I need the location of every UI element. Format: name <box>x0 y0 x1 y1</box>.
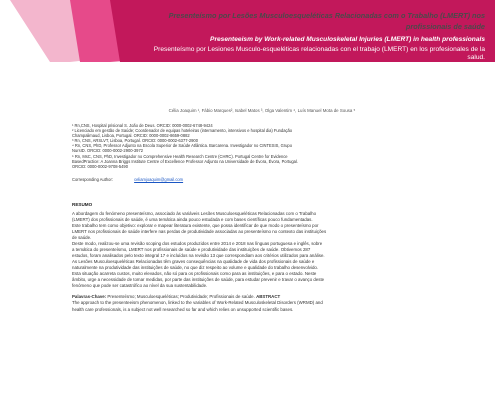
affiliation-line: ¹ Rn,CNS, Hospital prisional S. João de Deus. ORCID: 0000-0002-6748-9424 <box>72 123 213 128</box>
resumo-line: estudos, foram analisados pelo texto integral 17 e incluídos na revisão 13 que correspondiam aos critérios utilizados para análise. <box>72 253 325 259</box>
keywords-label: Palavras-Chave: <box>72 294 107 300</box>
resumo-body <box>72 211 452 290</box>
resumo-line: As Lesões Musculoesqueléticas Relacionadas têm graves consequências na qualidade de vida dos profissionais de saúde e <box>72 259 315 265</box>
resumo-heading: RESUMO <box>72 201 93 207</box>
keywords-text: Presenteísmo; Musculoesqueléticas; Produtividade; Profissionais de saúde. <box>107 294 255 300</box>
resumo-line: A abordagem do fenómeno presenteísmo, associado às variáveis Lesões Musculoesqueléticas Relacionadas com o Trabalho <box>72 210 317 216</box>
paper-content <box>72 108 452 313</box>
affiliation-line: ⁴ Rn, CNS, PhD, Professor Adjunto na Escola Superior de Saúde Atlântica. Barcarena. Investigador no CINTESIS, Grupo <box>72 143 292 149</box>
corresponding-label: Corresponding Author: <box>72 176 113 182</box>
title-spanish: Presenteísmo por Lesiones Musculo-esqueléticas relacionadas con el trabajo (LMERT) en los profesionales de la salud. <box>153 46 485 61</box>
corresponding-email-link[interactable]: celiamjoaquim@gmail.com <box>134 176 184 182</box>
corresponding-author <box>72 177 452 182</box>
resumo-line: Esta situação acarreta custos, muito elevados, não só para os profissionais como para as instituições, e para o estado. Neste <box>72 271 317 277</box>
author-list: Célia Joaquim ¹, Fábio Marques², Isabel Matos ³, Olga Valentim ⁴, Luís Manuel Mota de Sousa ⁵ <box>168 108 356 113</box>
abstract-line: health care professionals, is a subject not well researched so far and which relies on unsupported scientific bases. <box>72 306 294 312</box>
resumo-line: Este trabalho tem como objetivo: explorar e mapear literatura existente, que possa identificar de que modo o presenteísmo por <box>72 222 319 228</box>
resumo-line: (LMERT) dos profissionais de saúde, é uma temática ainda pouco estudada e com bases científicas pouco fundamentadas. <box>72 216 313 222</box>
resumo-line: âmbito, urge a necessidade de tomar medidas, por parte das instituições de saúde, para estudar prevenir e travar o avanço deste <box>72 277 325 283</box>
affiliations <box>72 123 452 169</box>
affiliation-line: BasedPractice: A Joanna Briggs Institute Centre of Excellence Professor Adjunto na Universidade de Évora, Évora, Portugal. <box>72 158 298 164</box>
resumo-line: naturalmente na produtividade das instituições de saúde, no que diz respeito ao volume e qualidade do trabalho desenvolvido. <box>72 265 319 271</box>
resumo-line: a temática do presenteísmo, LMERT nos profissionais de saúde e produtividade das instituições de saúde. Obtivemos 287 <box>72 247 311 253</box>
affiliation-line: ORCID: 0000-0002-9708-5490 <box>72 163 128 169</box>
resumo-line: LMERT nos profissionais de saúde interfere nas perdas de produtividade associadas ao presenteísmo no contexto das instituições <box>72 228 327 234</box>
affiliation-line: Champalimaud, Lisboa, Portugal. ORCID: 0000-0002-8659-0882 <box>72 133 190 139</box>
resumo-line: de saúde. <box>72 235 92 241</box>
affiliation-line: ⁵ Rn, MsC, CNS, PhD, Investigador no Comprehensive Health Research Centre (CHRC). Portugal Centre for Evidence <box>72 153 288 159</box>
affiliation-line: ³ Rn, CNS, ARSLVT, Lisboa, Portugal. ORCID: 0000-0002-6377-2900 <box>72 138 198 144</box>
abstract-line: The approach to the presenteeism phenomenon, linked to the variables of Work-Related Musculoskeletal Disorders (WRMD) and <box>72 300 323 306</box>
resumo-line: fenómeno que pode ser catastrófico ao nível da sua sustentabilidade. <box>72 283 208 289</box>
title-english: Presenteeism by Work-related Musculoskeletal Injuries (LMERT) in health professionals <box>210 36 485 43</box>
affiliation-line: ² Licenciado em gestão de Saúde; Coordenador de equipas hoteleiras (internamento, intensivos e hospital dia) Fundação <box>72 128 293 134</box>
resumo-line: Deste modo, realizou-se uma revisão scoping dos estudos produzidos entre 2014 e 2018 nas línguas portuguesa e inglês, sobre <box>72 241 323 247</box>
title-block <box>145 0 485 62</box>
affiliation-line: NursID. ORCID: 0000-0002-2900-3972 <box>72 148 143 154</box>
abstract-heading: ABSTRACT <box>256 294 281 300</box>
title-portuguese: Presenteísmo por Lesões Musculoesqueléticas Relacionadas com o Trabalho (LMERT) nos profissionais de saúde <box>168 11 485 31</box>
